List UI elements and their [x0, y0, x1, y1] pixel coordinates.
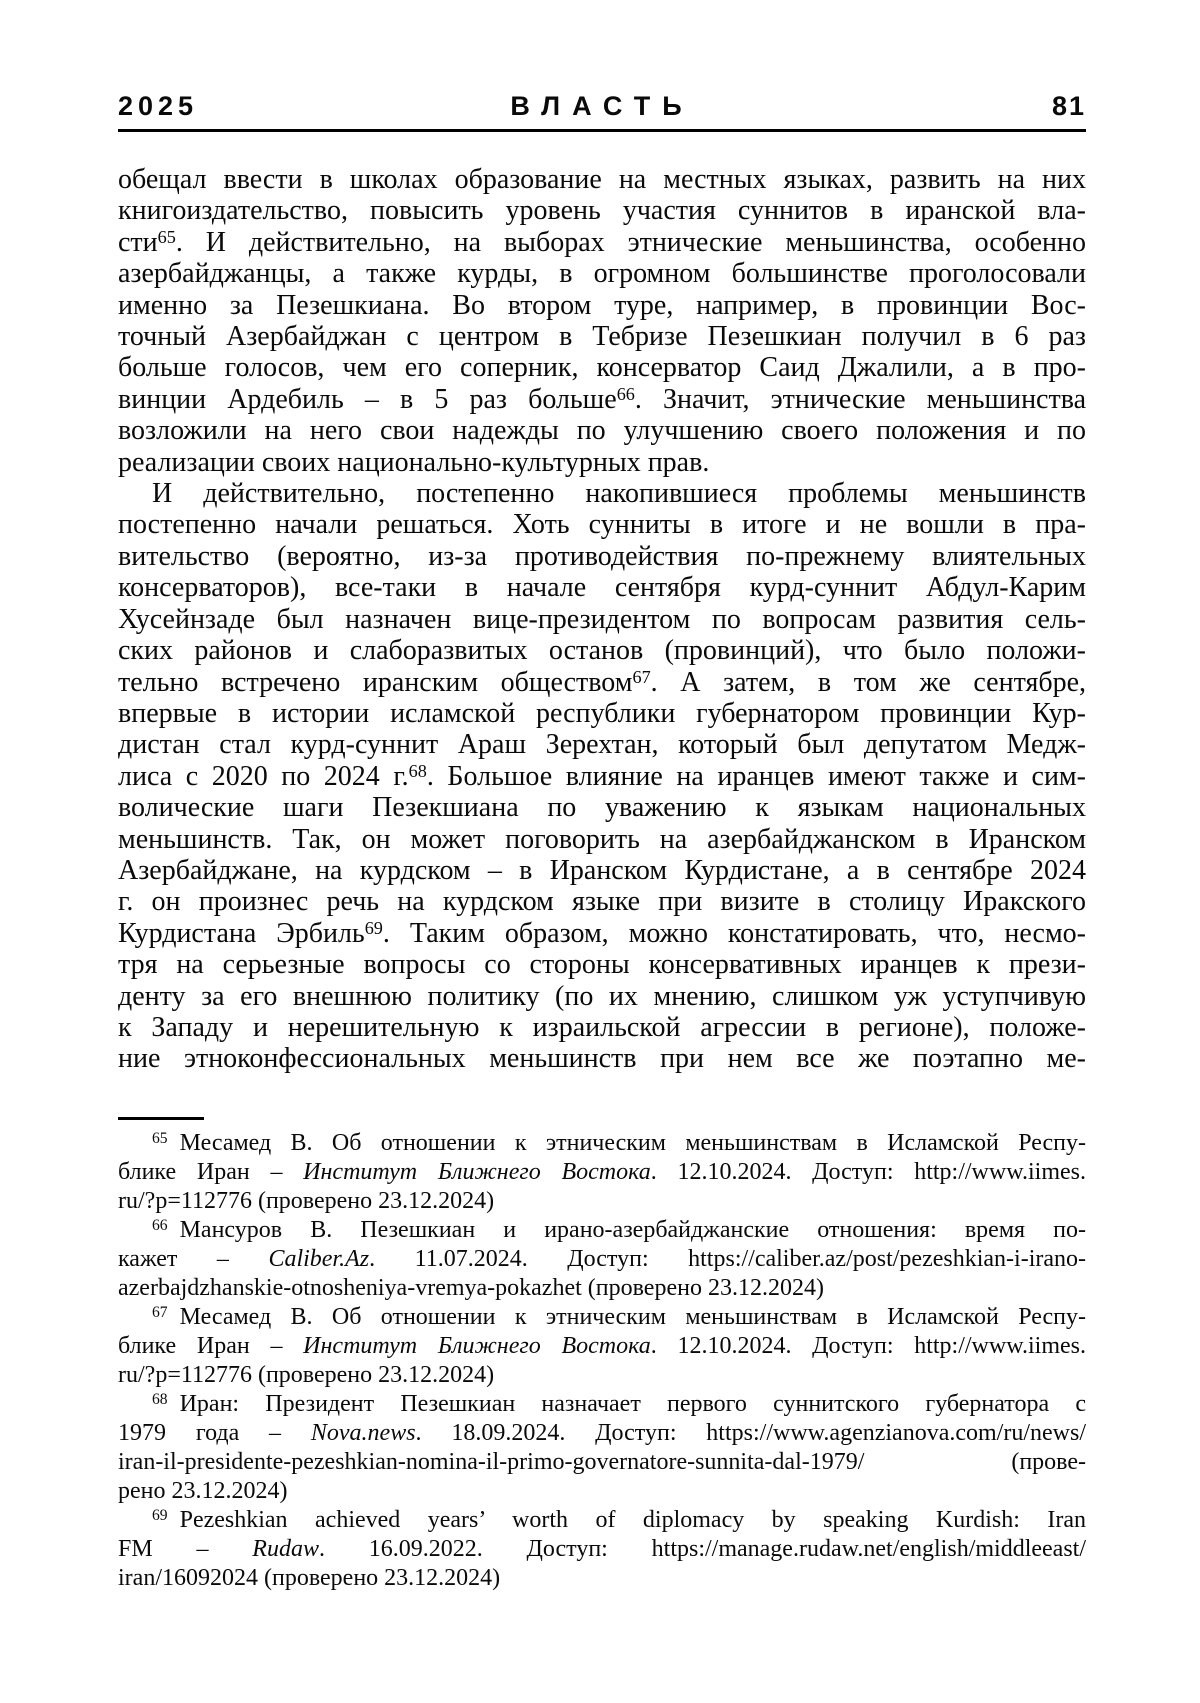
body-line: книгоиздательство, повысить уровень участия суннитов в иранской вла-: [118, 195, 1086, 227]
body-line: вительство (вероятно, из-за противодействия по-прежнему влиятельных: [118, 540, 1086, 572]
journal-page: [118, 0, 1086, 1593]
journal-title: ВЛАСТЬ: [510, 91, 694, 121]
paragraph: [118, 164, 1086, 478]
body-line: постепенно начали решаться. Хоть сунниты в итоге и не вошли в пра-: [118, 509, 1086, 541]
body-line: впервые в истории исламской республики губернатором провинции Кур-: [118, 697, 1086, 729]
header-rule: [118, 129, 1086, 132]
footnote-69: [118, 1506, 1086, 1593]
footnote-line: блике Иран – Институт Ближнего Востока. 12.10.2024. Доступ: http://www.iimes.: [118, 1332, 1086, 1359]
body-line: меньшинств. Так, он может поговорить на азербайджанском в Иранском: [118, 823, 1086, 855]
footnote-line: $^{67}$ Месамед В. Об отношении к этническим меньшинствам в Исламской Респу-: [152, 1303, 1086, 1330]
footnote-line: $^{69}$ Pezeshkian achieved years’ worth of diplomacy by speaking Kurdish: Iran: [152, 1506, 1086, 1533]
body-line: азербайджанцы, а также курды, в огромном большинстве проголосовали: [118, 258, 1086, 290]
body-line: именно за Пезешкиана. Во втором туре, например, в провинции Вос-: [118, 289, 1086, 321]
body-line: Азербайджане, на курдском – в Иранском Курдистане, а в сентябре 2024: [118, 854, 1086, 886]
paragraph: [118, 478, 1086, 1075]
footnote-line: FM – Rudaw. 16.09.2022. Доступ: https://manage.rudaw.net/english/middleeast/: [118, 1535, 1086, 1562]
body-line: Курдистана Эрбиль$^{69}$. Таким образом, можно констатировать, что, несмо-: [118, 917, 1087, 949]
body-line: сти$^{65}$. И действительно, на выборах этнические меньшинства, особенно: [118, 226, 1086, 258]
footnote-65: [118, 1129, 1086, 1216]
header-year: 2025: [118, 91, 199, 121]
body-line: тельно встречено иранским обществом$^{67}$. А затем, в том же сентябре,: [118, 666, 1086, 698]
footnote-line: azerbajdzhanskie-otnosheniya-vremya-pokazhet (проверено 23.12.2024): [118, 1274, 824, 1301]
footnote-line: iran/16092024 (проверено 23.12.2024): [118, 1564, 501, 1591]
body-line: точный Азербайджан с центром в Тебризе Пезешкиан получил в 6 раз: [118, 321, 1086, 353]
body-line: тря на серьезные вопросы со стороны консервативных иранцев к прези-: [118, 949, 1086, 981]
footnote-line: $^{68}$ Иран: Президент Пезешкиан назначает первого суннитского губернатора с: [152, 1390, 1086, 1417]
footnote-line: ru/?p=112776 (проверено 23.12.2024): [118, 1187, 495, 1214]
body-line: ских районов и слаборазвитых останов (провинций), что было положи-: [118, 635, 1086, 667]
footnote-68: [118, 1390, 1086, 1506]
body-line: Хусейнзаде был назначен вице-президентом по вопросам развития сель-: [118, 603, 1086, 635]
body-line: И действительно, постепенно накопившиеся проблемы меньшинств: [152, 478, 1086, 510]
body-line: больше голосов, чем его соперник, консерватор Саид Джалили, а в про-: [118, 352, 1086, 384]
footnotes: [118, 1129, 1086, 1593]
body-line: дистан стал курд-суннит Араш Зерехтан, который был депутатом Медж-: [118, 729, 1086, 761]
footnote-line: ru/?p=112776 (проверено 23.12.2024): [118, 1361, 495, 1388]
footnote-line: рено 23.12.2024): [118, 1477, 288, 1504]
footnote-separator: [118, 1117, 204, 1120]
footnote-line: iran-il-presidente-pezeshkian-nomina-il-primo-governatore-sunnita-dal-1979/ (прове-: [118, 1448, 1086, 1475]
footnote-67: [118, 1303, 1086, 1390]
body-line: к Западу и нерешительную к израильской агрессии в регионе), положе-: [118, 1011, 1086, 1043]
body-line: лиса с 2020 по 2024 г.$^{68}$. Большое влияние на иранцев имеют также и сим-: [118, 760, 1086, 792]
body-line: реализации своих национально-культурных прав.: [118, 446, 710, 478]
footnote-line: кажет – Caliber.Az. 11.07.2024. Доступ: https://caliber.az/post/pezeshkian-i-irano-: [118, 1245, 1087, 1272]
footnote-66: [118, 1216, 1086, 1303]
body-line: консерваторов), все-таки в начале сентября курд-суннит Абдул-Карим: [118, 572, 1086, 604]
body-line: ние этноконфессиональных меньшинств при нем все же поэтапно ме-: [118, 1043, 1086, 1075]
body-line: винции Ардебиль – в 5 раз больше$^{66}$. Значит, этнические меньшинства: [118, 383, 1086, 415]
footnote-line: 1979 года – Nova.news. 18.09.2024. Доступ: https://www.agenzianova.com/ru/news/: [118, 1419, 1086, 1446]
running-head: [118, 0, 1086, 120]
footnote-line: $^{66}$ Мансуров В. Пезешкиан и ирано-азербайджанские отношения: время по-: [152, 1216, 1086, 1243]
body-line: денту за его внешнюю политику (по их мнению, слишком уж уступчивую: [118, 980, 1086, 1012]
article-body: [118, 164, 1086, 1075]
body-line: обещал ввести в школах образование на местных языках, развить на них: [118, 164, 1086, 195]
page-number: 81: [1051, 91, 1086, 121]
body-line: волические шаги Пезекшиана по уважению к языкам национальных: [118, 792, 1086, 824]
footnote-line: $^{65}$ Месамед В. Об отношении к этническим меньшинствам в Исламской Респу-: [152, 1129, 1086, 1156]
body-line: г. он произнес речь на курдском языке при визите в столицу Иракского: [118, 886, 1086, 918]
body-line: возложили на него свои надежды по улучшению своего положения и по: [118, 415, 1086, 447]
footnote-line: блике Иран – Институт Ближнего Востока. 12.10.2024. Доступ: http://www.iimes.: [118, 1158, 1086, 1185]
